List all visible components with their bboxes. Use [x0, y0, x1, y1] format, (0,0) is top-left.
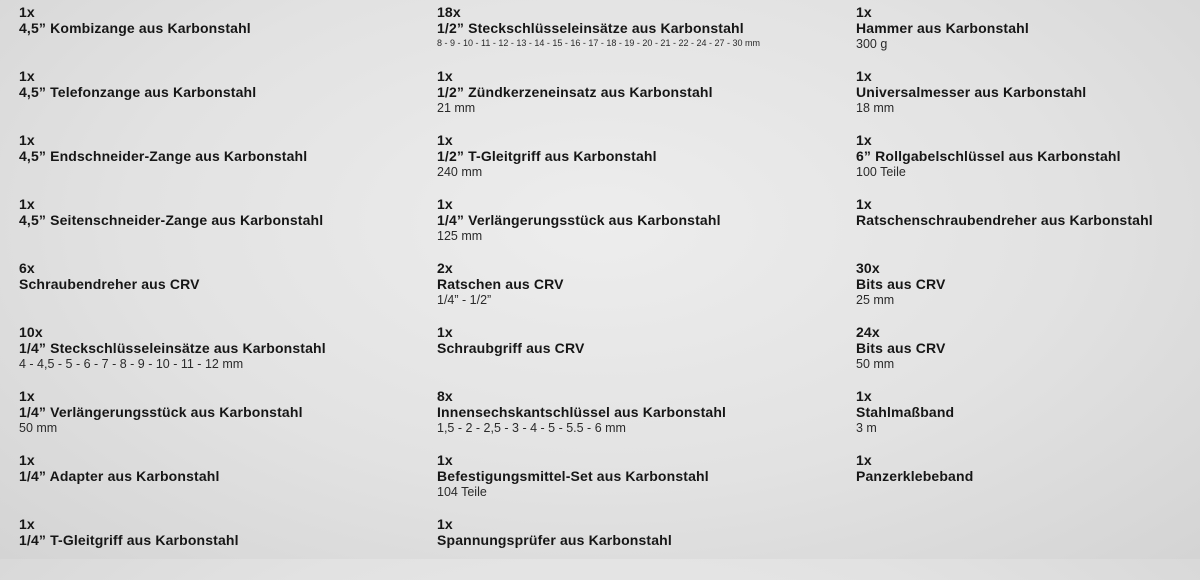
item-name: Panzerklebeband	[856, 468, 974, 484]
parts-column-1	[19, 4, 326, 580]
item-name: 4,5” Seitenschneider-Zange aus Karbonstahl	[19, 212, 324, 228]
item-detail: 125 mm	[437, 229, 483, 243]
item-name: Ratschen aus CRV	[437, 276, 564, 292]
item-quantity: 1x	[19, 196, 35, 212]
parts-list-item	[856, 68, 1153, 132]
parts-list-item	[19, 452, 326, 516]
parts-list-item	[19, 68, 326, 132]
item-detail: 240 mm	[437, 165, 483, 179]
item-name: Befestigungsmittel-Set aus Karbonstahl	[437, 468, 709, 484]
item-quantity: 1x	[19, 4, 35, 20]
parts-list-item	[437, 324, 760, 388]
item-name: Ratschenschraubendreher aus Karbonstahl	[856, 212, 1153, 228]
item-detail: 4 - 4,5 - 5 - 6 - 7 - 8 - 9 - 10 - 11 - 12 mm	[19, 357, 244, 371]
item-quantity: 18x	[437, 4, 461, 20]
item-name: Schraubgriff aus CRV	[437, 340, 585, 356]
parts-list-item	[19, 516, 326, 580]
item-quantity: 1x	[19, 516, 35, 532]
item-name: 1/4” Adapter aus Karbonstahl	[19, 468, 220, 484]
parts-column-2	[437, 4, 760, 580]
item-quantity: 1x	[437, 132, 453, 148]
item-name: Universalmesser aus Karbonstahl	[856, 84, 1087, 100]
item-name: Innensechskantschlüssel aus Karbonstahl	[437, 404, 727, 420]
parts-list-item	[856, 388, 1153, 452]
parts-list-item	[856, 132, 1153, 196]
item-name: Hammer aus Karbonstahl	[856, 20, 1029, 36]
parts-list-item	[856, 324, 1153, 388]
item-quantity: 24x	[856, 324, 880, 340]
item-quantity: 2x	[437, 260, 453, 276]
item-name: 1/2” Zündkerzeneinsatz aus Karbonstahl	[437, 84, 713, 100]
item-name: 1/2” T-Gleitgriff aus Karbonstahl	[437, 148, 657, 164]
item-name: 1/4” Verlängerungsstück aus Karbonstahl	[437, 212, 721, 228]
item-quantity: 1x	[437, 68, 453, 84]
parts-list-item	[437, 452, 760, 516]
item-detail: 50 mm	[19, 421, 58, 435]
item-detail: 50 mm	[856, 357, 895, 371]
item-quantity: 30x	[856, 260, 880, 276]
item-name: Stahlmaßband	[856, 404, 955, 420]
parts-list-item	[437, 68, 760, 132]
item-quantity: 1x	[437, 452, 453, 468]
item-quantity: 1x	[19, 388, 35, 404]
item-name: 6” Rollgabelschlüssel aus Karbonstahl	[856, 148, 1121, 164]
item-name: Bits aus CRV	[856, 276, 946, 292]
item-quantity: 8x	[437, 388, 453, 404]
item-quantity: 1x	[19, 452, 35, 468]
item-name: 4,5” Telefonzange aus Karbonstahl	[19, 84, 257, 100]
item-detail: 21 mm	[437, 101, 476, 115]
parts-list-item	[19, 324, 326, 388]
item-name: 4,5” Endschneider-Zange aus Karbonstahl	[19, 148, 308, 164]
item-quantity: 10x	[19, 324, 43, 340]
item-name: Spannungsprüfer aus Karbonstahl	[437, 532, 672, 548]
item-detail: 104 Teile	[437, 485, 487, 499]
item-quantity: 6x	[19, 260, 35, 276]
item-name: 1/4” T-Gleitgriff aus Karbonstahl	[19, 532, 239, 548]
item-quantity: 1x	[856, 452, 872, 468]
item-quantity: 1x	[856, 132, 872, 148]
item-quantity: 1x	[437, 516, 453, 532]
item-detail: 25 mm	[856, 293, 895, 307]
parts-list-item	[437, 516, 760, 580]
parts-column-3	[856, 4, 1153, 516]
item-quantity: 1x	[19, 68, 35, 84]
item-detail: 100 Teile	[856, 165, 906, 179]
item-quantity: 1x	[856, 4, 872, 20]
item-detail: 8 - 9 - 10 - 11 - 12 - 13 - 14 - 15 - 16 - 17 - 18 - 19 - 20 - 21 - 22 - 24 - 27 - 30 mm	[437, 38, 760, 48]
item-quantity: 1x	[856, 196, 872, 212]
parts-list-item	[19, 260, 326, 324]
item-name: 4,5” Kombizange aus Karbonstahl	[19, 20, 251, 36]
item-quantity: 1x	[437, 324, 453, 340]
item-name: 1/2” Steckschlüsseleinsätze aus Karbonstahl	[437, 20, 744, 36]
item-name: 1/4” Steckschlüsseleinsätze aus Karbonstahl	[19, 340, 326, 356]
parts-list-item	[19, 132, 326, 196]
parts-list-item	[19, 196, 326, 260]
item-quantity: 1x	[856, 68, 872, 84]
item-quantity: 1x	[19, 132, 35, 148]
item-name: 1/4” Verlängerungsstück aus Karbonstahl	[19, 404, 303, 420]
parts-list-item	[437, 388, 760, 452]
parts-list-item	[19, 388, 326, 452]
item-detail: 1,5 - 2 - 2,5 - 3 - 4 - 5 - 5.5 - 6 mm	[437, 421, 626, 435]
item-detail: 1/4” - 1/2”	[437, 293, 492, 307]
parts-list-item	[437, 196, 760, 260]
item-detail: 3 m	[856, 421, 877, 435]
parts-list-item	[437, 4, 760, 68]
item-quantity: 1x	[437, 196, 453, 212]
parts-list-item	[437, 260, 760, 324]
item-quantity: 1x	[856, 388, 872, 404]
parts-list-item	[19, 4, 326, 68]
item-detail: 300 g	[856, 37, 888, 51]
parts-list-item	[856, 452, 1153, 516]
parts-list-item	[856, 196, 1153, 260]
parts-list-item	[856, 4, 1153, 68]
item-name: Schraubendreher aus CRV	[19, 276, 200, 292]
item-detail: 18 mm	[856, 101, 895, 115]
parts-list-item	[856, 260, 1153, 324]
item-name: Bits aus CRV	[856, 340, 946, 356]
parts-list-item	[437, 132, 760, 196]
